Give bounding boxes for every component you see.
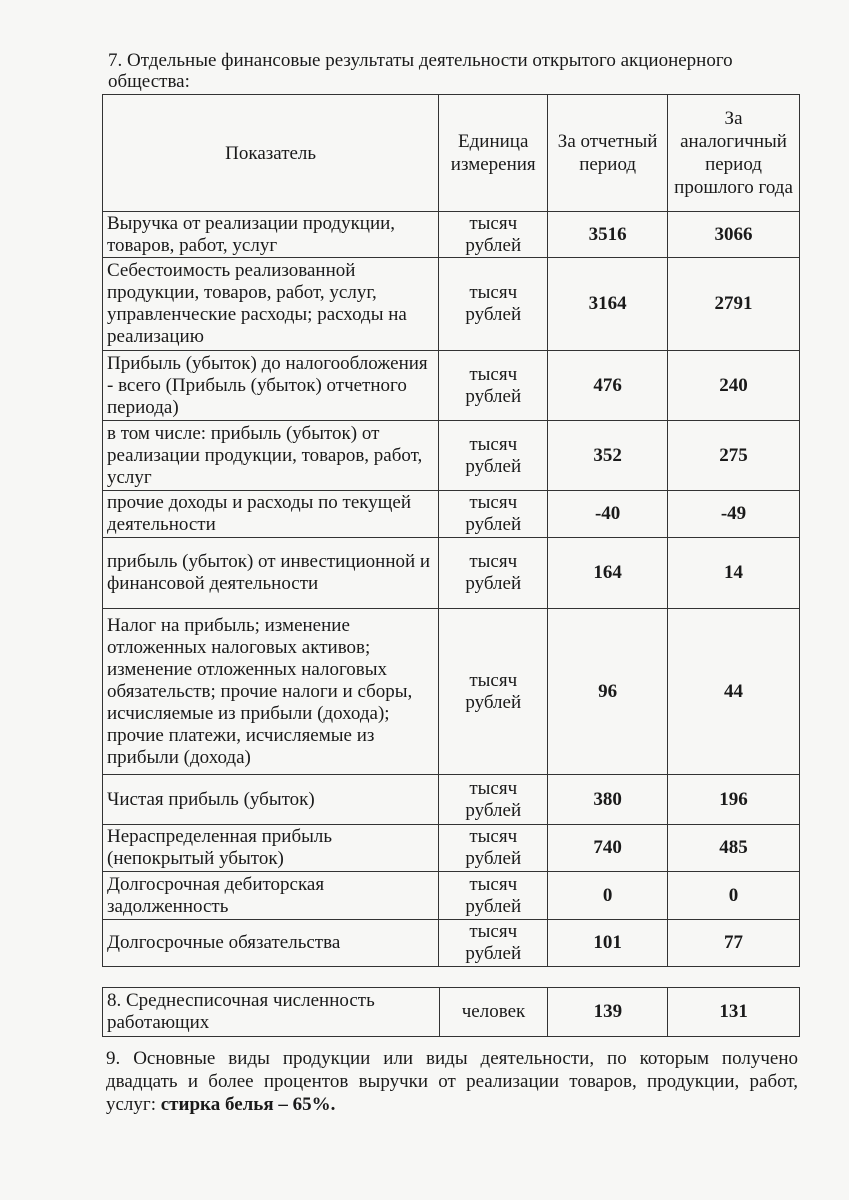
row-previous-value: 3066 (668, 212, 800, 258)
table-row (103, 988, 800, 1037)
row-current-value: 164 (548, 538, 668, 609)
row-unit: тысяч рублей (439, 421, 548, 491)
row-current-value: 0 (548, 872, 668, 920)
section-9-highlight: стирка белья – 65%. (160, 1094, 336, 1115)
row-current-value: 101 (548, 920, 668, 967)
row-previous-value: 0 (668, 872, 800, 920)
row-indicator: в том числе: прибыль (убыток) от реализации продукции, товаров, работ, услуг (103, 421, 439, 491)
header-previous-period: За аналогичный период прошлого года (668, 95, 800, 212)
row-indicator: Себестоимость реализованной продукции, товаров, работ, услуг, управленческие расходы; расходы на реализацию (103, 258, 439, 351)
table-row (103, 825, 800, 872)
row-previous-value: -49 (668, 491, 800, 538)
headcount-current-value: 139 (548, 988, 668, 1037)
row-previous-value: 2791 (668, 258, 800, 351)
table-row (103, 920, 800, 967)
row-unit: тысяч рублей (439, 775, 548, 825)
row-previous-value: 44 (668, 609, 800, 775)
row-unit: тысяч рублей (439, 258, 548, 351)
row-unit: тысяч рублей (439, 538, 548, 609)
header-current-period: За отчетный период (548, 95, 668, 212)
headcount-previous-value: 131 (668, 988, 800, 1037)
table-row (103, 872, 800, 920)
row-unit: тысяч рублей (439, 825, 548, 872)
financial-results-table (102, 94, 800, 967)
header-unit: Единица измерения (439, 95, 548, 212)
row-indicator: Чистая прибыль (убыток) (103, 775, 439, 825)
row-current-value: 96 (548, 609, 668, 775)
row-unit: тысяч рублей (439, 351, 548, 421)
row-current-value: 476 (548, 351, 668, 421)
table-row (103, 421, 800, 491)
row-unit: тысяч рублей (439, 212, 548, 258)
section-9-paragraph (106, 1047, 798, 1116)
row-unit: тысяч рублей (439, 491, 548, 538)
table-row (103, 775, 800, 825)
table-row (103, 609, 800, 775)
row-previous-value: 275 (668, 421, 800, 491)
row-current-value: 3164 (548, 258, 668, 351)
table-row (103, 212, 800, 258)
row-indicator: Налог на прибыль; изменение отложенных налоговых активов; изменение отложенных налоговых обязательств; прочие налоги и сборы, исчисляемые из прибыли (дохода); прочие платежи, исчисляемые из прибыли (дохода) (103, 609, 439, 775)
table-row (103, 258, 800, 351)
row-current-value: 3516 (548, 212, 668, 258)
row-current-value: 380 (548, 775, 668, 825)
row-previous-value: 485 (668, 825, 800, 872)
row-previous-value: 240 (668, 351, 800, 421)
row-indicator: прибыль (убыток) от инвестиционной и финансовой деятельности (103, 538, 439, 609)
table-row (103, 351, 800, 421)
row-current-value: -40 (548, 491, 668, 538)
row-indicator: Прибыль (убыток) до налогообложения - всего (Прибыль (убыток) отчетного периода) (103, 351, 439, 421)
row-indicator: Нераспределенная прибыль (непокрытый убыток) (103, 825, 439, 872)
table-row (103, 491, 800, 538)
row-current-value: 740 (548, 825, 668, 872)
row-unit: тысяч рублей (439, 872, 548, 920)
table-header-row (103, 95, 800, 212)
headcount-indicator: 8. Среднесписочная численность работающих (103, 988, 440, 1037)
headcount-table (102, 987, 800, 1037)
row-previous-value: 14 (668, 538, 800, 609)
section-7-heading: 7. Отдельные финансовые результаты деятельности открытого акционерного общества: (108, 50, 733, 92)
row-indicator: Выручка от реализации продукции, товаров, работ, услуг (103, 212, 439, 258)
row-indicator: Долгосрочные обязательства (103, 920, 439, 967)
table-row (103, 538, 800, 609)
row-previous-value: 196 (668, 775, 800, 825)
row-previous-value: 77 (668, 920, 800, 967)
headcount-unit: человек (439, 988, 548, 1037)
header-indicator: Показатель (103, 95, 439, 212)
row-current-value: 352 (548, 421, 668, 491)
row-unit: тысяч рублей (439, 920, 548, 967)
row-indicator: Долгосрочная дебиторская задолженность (103, 872, 439, 920)
section-9-text: 9. Основные виды продукции или виды деятельности, по которым получено двадцать и более процентов выручки от реализации товаров, продукции, работ, услуг: (106, 1048, 798, 1115)
row-unit: тысяч рублей (439, 609, 548, 775)
row-indicator: прочие доходы и расходы по текущей деятельности (103, 491, 439, 538)
